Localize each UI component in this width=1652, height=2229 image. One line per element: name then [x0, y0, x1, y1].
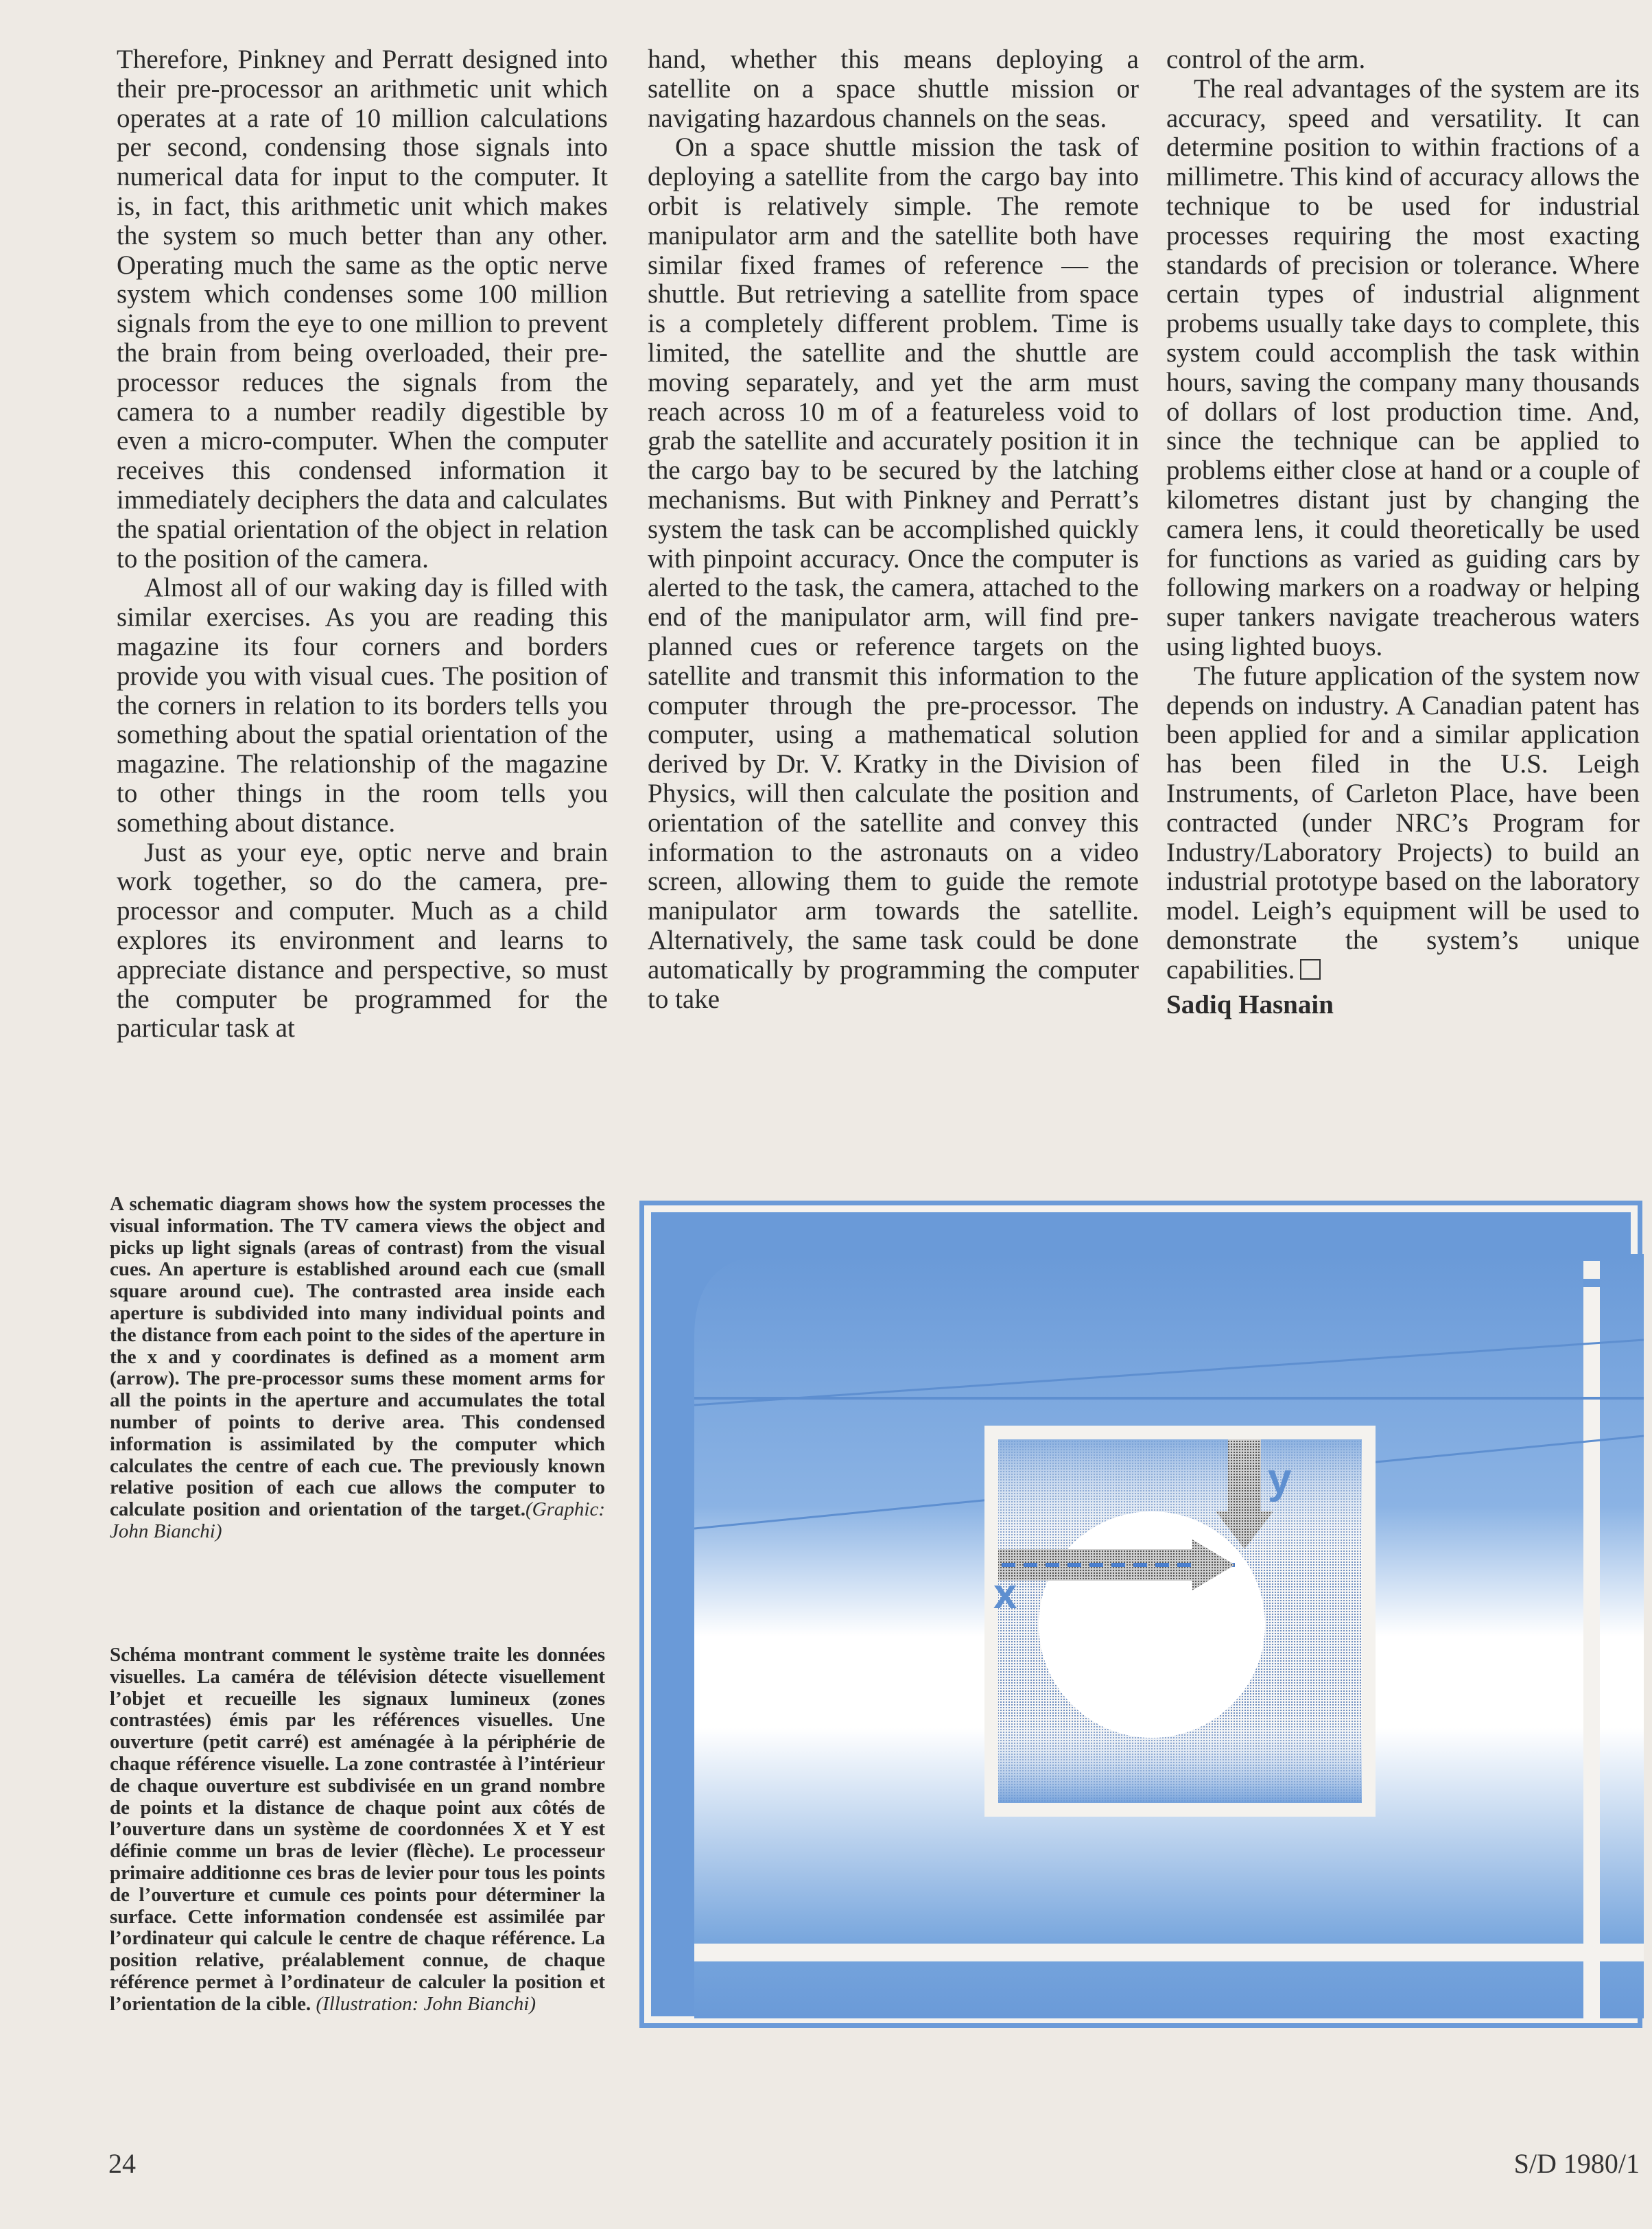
caption-text: Schéma montrant comment le système traite les données visuelles. La caméra de télévision détecte visuellement l’objet et recueille les signaux lumineux (zones contrastées) émis par les références visuelles. Une ouverture (petit carré) est aménagée à la périphérie de chaque référence visuelle. La zone contrastée à l’intérieur de chaque ouverture est subdivisée en un grand nombre de points et la distance de chaque point aux côtés de l’ouverture dans un système de coordonnées X et Y est définie comme un bras de levier (flèche). Le processeur primaire additionne ces bras de levier pour tous les points de l’ouverture et cumule ces points pour déterminer la surface. Cette information condensée est assimilée par l’ordinateur qui calcule le centre de chaque référence. La position relative, préalablement connue, de chaque référence permet à l’ordinateur de calculer la position et l’orientation de la cible.	[110, 1644, 605, 2015]
caption-paragraph	[110, 1194, 605, 1543]
y-axis-label: y	[1268, 1455, 1292, 1502]
page-number: 24	[108, 2148, 136, 2179]
right-bar-notch	[1583, 1279, 1600, 1287]
end-of-article-mark	[1300, 959, 1321, 980]
figure-caption-french	[110, 1644, 605, 2016]
paragraph: On a space shuttle mission the task of deploying a satellite from the cargo bay into orbit is relatively simple. The remote manipulator arm and the satellite both have similar fixed frames of reference — the shuttle. But retrieving a satellite from space is a completely different problem. Time is limited, the satellite and the shuttle are moving separately, and yet the arm must reach across 10 m of a featureless void to grab the satellite and accurately position it in the cargo bay to be secured by the latching mechanisms. But with Pinkney and Perratt’s system the task can be accomplished quickly with pinpoint accuracy. Once the computer is alerted to the task, the camera, attached to the end of the manipulator arm, will find pre-planned cues or reference targets on the satellite and transmit this information to the computer through the pre-processor. The computer, using a mathematical solution derived by Dr. V. Kratky in the Division of Physics, will then calculate the position and orientation of the satellite and convey this information to the astronauts on a video screen, allowing them to guide the remote manipulator arm towards the satellite. Alternatively, the same task could be done automatically by programming the computer to take	[648, 132, 1139, 1014]
schematic-diagram	[638, 1199, 1644, 2029]
article-column-1	[117, 45, 608, 1043]
paragraph-text: The future application of the system now depends on industry. A Canadian patent has been applied for and a similar application has been filed in the U.S. Leigh Instruments, of Carleton Place, have been contracted (under NRC’s Program for Industry/Laboratory Projects) to build an industrial prototype based on the laboratory model. Leigh’s equipment will be used to demonstrate the system’s unique capabilities.	[1166, 661, 1640, 984]
article-column-3	[1166, 45, 1640, 1019]
author-byline: Sadiq Hasnain	[1166, 989, 1334, 1019]
caption-credit: (Illustration: John Bianchi)	[316, 1992, 536, 2015]
y-moment-arm	[1228, 1439, 1261, 1515]
caption-credit: (Graphic: John Bianchi)	[110, 1498, 605, 1542]
paragraph: The real advantages of the system are its accuracy, speed and versatility. It can determine position to within fractions of a millimetre. This kind of accuracy allows the technique to be used for industrial processes requiring the most exacting standards of precision or tolerance. Where certain types of industrial alignment probems usually take days to complete, this system could accomplish the task within hours, saving the company many thousands of dollars of lost production time. And, since the technique can be applied to problems either close at hand or a couple of kilometres distant just by changing the camera lens, it could theoretically be used for functions as varied as guiding cars by following markers on a roadway or helping super tankers navigate treacherous waters using lighted buoys.	[1166, 73, 1640, 661]
bottom-bar	[694, 1944, 1644, 1961]
right-bar	[1583, 1261, 1600, 2019]
visual-cue-circle	[1039, 1511, 1265, 1738]
paragraph: Almost all of our waking day is filled with similar exercises. As you are reading this magazine its four corners and borders provide you with visual cues. The position of the corners in relation to its borders tells you something about the spatial orientation of the magazine. The relationship of the magazine to other things in the room tells you something about distance.	[117, 573, 608, 838]
caption-text: A schematic diagram shows how the system processes the visual information. The TV camera views the object and picks up light signals (areas of contrast) from the visual cues. An aperture is established around each cue (small square around cue). The contrasted area inside each aperture is subdivided into many individual points and the distance from each point to the sides of the aperture in the x and y coordinates is defined as a moment arm (arrow). The pre-processor sums these moment arms for all the points in the aperture and accumulates the total number of points to derive area. This condensed information is assimilated by the computer which calculates the centre of each cue. The previously known relative position of each cue allows the computer to calculate position and orientation of the target.	[110, 1193, 605, 1521]
x-axis-label: x	[993, 1570, 1017, 1618]
paragraph	[1166, 662, 1640, 985]
issue-label: S/D 1980/1	[1513, 2148, 1640, 2179]
paragraph: Just as your eye, optic nerve and brain work together, so do the camera, pre-processor and computer. Much as a child explores its environment and learns to appreciate distance and perspective, so must the computer be programmed for the particular task at	[117, 837, 608, 1043]
paragraph: control of the arm.	[1166, 45, 1366, 74]
paragraph: Therefore, Pinkney and Perratt designed into their pre-processor an arithmetic unit which operates at a rate of 10 million calculations per second, condensing those signals into numerical data for input to the computer. It is, in fact, this arithmetic unit which makes the system so much better than any other. Operating much the same as the optic nerve system which condenses some 100 million signals from the eye to one million to prevent the brain from being overloaded, their pre-processor reduces the signals from the camera to a number readily digestible by even a micro-computer. When the computer receives this condensed information it immediately deciphers the data and calculates the spatial orientation of the object in relation to the position of the camera.	[117, 45, 608, 574]
caption-paragraph	[110, 1644, 605, 2016]
paragraph: hand, whether this means deploying a satellite on a space shuttle mission or navigating hazardous channels on the seas.	[648, 45, 1139, 133]
figure-caption-english	[110, 1194, 605, 1543]
article-column-2	[648, 45, 1139, 1014]
